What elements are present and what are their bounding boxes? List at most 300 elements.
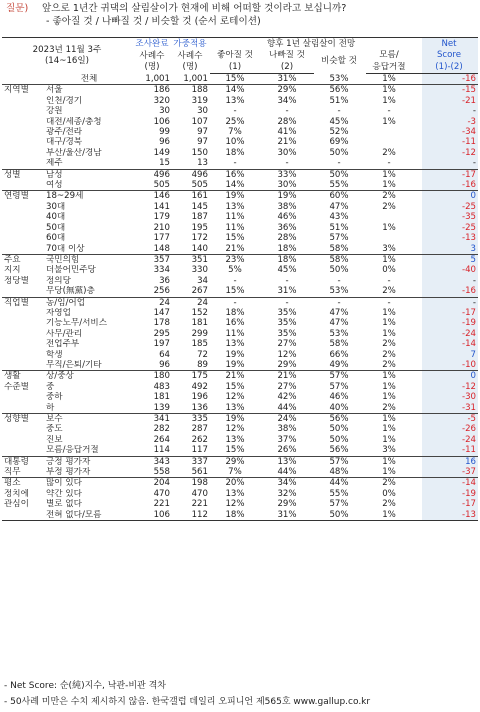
pct-dk: 2% [382,478,396,489]
pct-dk: 2% [382,349,396,360]
pct-worse: 38% [277,201,297,212]
table-row [2,424,478,434]
pct-better: - [233,297,237,308]
cases-weighted: 161 [191,191,208,202]
cases-surveyed: 114 [134,445,172,456]
cases-weighted: 112 [172,510,210,521]
pct-better: 21% [225,371,245,382]
table-row [2,456,478,467]
cases-surveyed: 146 [153,191,170,202]
cases-weighted: 561 [172,467,210,478]
cases-weighted: 287 [191,424,208,435]
cases-weighted: 72 [197,349,208,360]
cases-surveyed: 320 [153,95,170,106]
cases-weighted: 267 [172,286,210,297]
pct-dk: 2% [382,201,396,212]
cases-surveyed: 1,001 [134,74,172,85]
net-score: -5 [422,414,478,425]
cases-surveyed: 177 [153,233,170,244]
pct-same: 50% [329,265,349,276]
pct-same: - [337,106,341,117]
pct-same: 43% [329,212,349,223]
net-score: -17 [422,308,478,318]
pct-worse: 35% [277,307,297,318]
table-body [2,74,478,521]
table-row [2,499,478,509]
net-score: -17 [422,499,478,509]
net-score: 0 [422,371,478,382]
table-row [2,297,478,308]
pct-same: 56% [329,85,349,96]
pct-dk: 1% [382,222,396,233]
row-label: 제주 [46,158,134,169]
table-row [2,467,478,478]
cases-surveyed: 483 [153,381,170,392]
pct-dk: 1% [382,95,396,106]
pct-better: 23% [225,254,245,265]
pct-same: 45% [329,116,349,127]
group-label [2,360,46,371]
question-block [6,2,347,27]
cases-surveyed: 295 [153,328,170,339]
group-label [2,137,46,147]
cases-weighted: 1,001 [172,74,210,85]
cases-weighted: 152 [191,307,208,318]
cases-surveyed: 221 [153,499,170,510]
group-label [2,445,46,456]
table-row [2,360,478,371]
cases-weighted: 351 [191,254,208,265]
pct-same: 55% [314,180,366,191]
cases-weighted: 221 [191,499,208,510]
cases-surveyed: 149 [153,147,170,158]
pct-worse: - [262,158,314,169]
cases-surveyed: 30 [159,106,170,117]
row-label: 중하 [46,392,63,403]
row-label: 무직/은퇴/기타 [46,360,134,371]
row-label: 여성 [46,180,134,191]
group-label [2,117,46,127]
cases-weighted: 107 [191,116,208,127]
cases-surveyed: 186 [153,85,170,96]
net-score: - [422,276,478,286]
net-score: -19 [422,489,478,499]
net-score: -10 [422,360,478,371]
pct-better: 14% [225,85,245,96]
cases-surveyed: 36 [159,275,170,286]
pct-worse: 38% [277,424,297,435]
cases-weighted: 13 [172,158,210,169]
pct-same: 57% [329,499,349,510]
cases-weighted: 140 [172,244,210,255]
pct-worse: 12% [277,349,297,360]
pct-worse: 28% [277,233,297,244]
results-table [2,37,478,521]
pct-same: 60% [329,191,349,202]
net-score: -11 [422,137,478,147]
pct-dk [366,212,414,222]
cases-weighted: 30 [197,106,208,117]
header-cases-b: 사례수 (명) [177,51,203,72]
cases-weighted: 185 [191,339,208,350]
pct-worse: 24% [277,414,297,424]
table-row [2,382,478,392]
row-label: 전업주부 [46,339,80,350]
net-score: -30 [422,392,478,402]
group-label: 지지 [4,265,21,276]
pct-worse: - [285,275,289,286]
net-score: -14 [422,339,478,349]
pct-worse: 29% [277,499,297,510]
row-label: 중도 [46,424,63,435]
pct-better: 20% [225,478,245,489]
header-survey-done: 조사완료 [134,38,172,50]
group-label: 관심이 [4,499,29,510]
table-row [2,254,478,265]
pct-better: 13% [225,488,245,499]
pct-worse: 31% [262,286,314,297]
cases-weighted: 97 [197,137,208,148]
table-row [2,137,478,147]
pct-same: 52% [329,127,349,138]
row-label: 부산/울산/경남 [46,147,102,158]
pct-better: - [210,158,262,169]
cases-weighted: 145 [191,201,208,212]
pct-worse: 37% [277,434,297,445]
row-label: 긍정 평가자 [46,456,91,467]
pct-better: 15% [210,445,262,456]
pct-dk: 3% [366,445,414,456]
table-row [2,233,478,243]
cases-weighted: 319 [191,95,208,106]
pct-worse: 13% [277,456,297,467]
cases-weighted: 330 [191,265,208,276]
pct-better: 13% [225,434,245,445]
pct-better: 18% [210,510,262,521]
row-label: 하 [46,403,134,414]
pct-better: 10% [225,137,245,148]
row-label: 진보 [46,434,63,445]
table-row [2,191,478,202]
pct-dk: 0% [382,488,396,499]
row-label: 인천/경기 [46,95,83,106]
row-label: 30대 [46,201,66,212]
table-row [2,350,478,360]
cases-weighted: 97 [197,127,208,138]
cases-weighted: 187 [191,212,208,223]
table-row [2,286,478,297]
cases-surveyed: 99 [159,127,170,138]
table-row [2,202,478,212]
row-label: 대전/세종/충청 [46,116,102,127]
group-label: 지역별 [4,85,29,96]
row-label: 상/중상 [46,371,74,382]
pct-better: 7% [228,127,242,138]
net-score: - [422,106,478,116]
net-score: -24 [422,329,478,339]
group-label: 생활 [4,371,21,382]
header-cases-a: 사례수 (명) [139,51,165,72]
cases-weighted: 496 [191,169,208,180]
group-label: 직업별 [4,297,29,308]
net-score: -31 [422,403,478,414]
row-label: 남성 [46,169,63,180]
pct-dk: 1% [382,434,396,445]
pct-same: 53% [314,74,366,85]
row-label: 정의당 [46,275,71,286]
row-label: 서울 [46,85,63,96]
pct-better: 12% [225,392,245,403]
net-score: -16 [422,180,478,191]
pct-worse: 21% [277,137,297,148]
pct-better: 16% [225,169,245,180]
footnote-source: - 50사례 미만은 수치 제시하지 않음. 한국갤럽 데일리 오피니언 제565호 www.gallup.co.kr [4,697,371,707]
pct-better: 12% [225,499,245,510]
pct-worse: 31% [262,74,314,85]
group-label: 연령별 [4,191,29,202]
pct-better: 19% [210,360,262,371]
net-score: -25 [422,202,478,212]
pct-worse: 21% [277,371,297,382]
header-worse-n: (2) [262,62,314,74]
table-row [2,85,478,96]
row-label: 전체 [46,74,134,85]
group-label [2,510,46,521]
pct-dk: 1% [382,328,396,339]
cases-weighted: 172 [191,233,208,244]
table-row [2,117,478,127]
row-label: 보수 [46,414,63,424]
header-weighted: 가중적용 [172,38,210,50]
pct-worse: 35% [277,328,297,339]
pct-dk: 1% [382,424,396,435]
cases-surveyed: 64 [159,349,170,360]
cases-surveyed: 334 [153,265,170,276]
header-score: Score [422,50,478,62]
pct-worse: 27% [277,381,297,392]
table-row [2,339,478,349]
cases-surveyed: 505 [134,180,172,191]
pct-dk [366,127,414,137]
cases-surveyed: 181 [153,392,170,403]
pct-dk: 0% [382,265,396,276]
pct-same: 50% [329,169,349,180]
pct-same: 56% [314,445,366,456]
group-label [2,233,46,243]
group-label: 직무 [2,467,46,478]
table-row [2,180,478,191]
pct-better: 15% [225,233,245,244]
pct-dk [366,137,414,147]
pct-dk: 2% [366,286,414,297]
table-row [2,371,478,382]
pct-better: 7% [210,467,262,478]
table-row [2,329,478,339]
pct-better: 13% [225,95,245,106]
pct-worse: 26% [262,445,314,456]
pct-dk: 1% [382,392,396,403]
row-label: 무당(無黨)층 [46,286,134,297]
net-score: 16 [422,456,478,467]
footnote-netscore: - Net Score: 순(純)지수, 낙관-비관 격차 [4,681,166,691]
row-label: 자영업 [46,307,71,318]
pct-better: 18% [225,307,245,318]
header-outlook: 향후 1년 살림살이 전망 [210,38,414,50]
cases-surveyed: 210 [153,222,170,233]
cases-surveyed: 106 [153,116,170,127]
row-label: 중 [46,381,55,392]
net-score: -13 [422,233,478,243]
row-label: 더불어민주당 [46,265,96,276]
pct-same: 58% [314,244,366,255]
group-label [2,202,46,212]
cases-weighted: 470 [191,488,208,499]
survey-days: (14~16일) [44,55,90,66]
net-score: 5 [422,254,478,265]
pct-worse: 27% [277,339,297,350]
cases-surveyed: 343 [153,456,170,467]
header-better-n: (1) [210,62,262,74]
pct-dk: 3% [366,244,414,255]
group-label [2,329,46,339]
question-label: 질문) [6,3,29,14]
pct-better: 19% [225,349,245,360]
cases-surveyed: 264 [153,434,170,445]
pct-worse: 18% [262,244,314,255]
net-score: -16 [422,286,478,297]
pct-worse: - [285,297,289,308]
group-label [2,127,46,137]
table-row [2,74,478,85]
pct-dk: 1% [382,307,396,318]
pct-same: 50% [329,147,349,158]
pct-dk: - [387,297,391,308]
net-score: -11 [422,445,478,456]
cases-weighted: 117 [172,445,210,456]
cases-weighted: 188 [191,85,208,96]
cases-surveyed: 106 [134,510,172,521]
pct-dk: 1% [366,180,414,191]
table-row [2,414,478,425]
pct-dk [366,233,414,243]
pct-better: 13% [210,403,262,414]
row-label: 광주/전라 [46,127,83,138]
pct-worse: 35% [277,318,297,329]
pct-better: 15% [225,381,245,392]
pct-dk: 1% [382,414,396,424]
pct-dk: - [366,158,414,169]
question-text: 앞으로 1년간 귀댁의 살림살이가 현재에 비해 어떠할 것이라고 보십니까? [42,3,347,14]
cases-surveyed: 197 [153,339,170,350]
table-row [2,169,478,180]
row-label: 약간 있다 [46,488,82,499]
table-row [2,244,478,255]
question-options: - 좋아질 것 / 나빠질 것 / 비슷할 것 (순서 로테이션) [46,16,261,27]
table-row [2,435,478,445]
survey-date: 2023년 11월 3주 [32,45,102,56]
pct-better: 11% [225,222,245,233]
pct-same: 58% [329,254,349,265]
net-score: -26 [422,424,478,434]
pct-worse: 44% [262,403,314,414]
group-label [2,180,46,191]
group-label [2,339,46,349]
pct-better: 11% [225,212,245,223]
cases-weighted: 262 [191,434,208,445]
net-score: 0 [422,191,478,202]
pct-same: 66% [329,349,349,360]
pct-same: 53% [314,286,366,297]
cases-weighted: 335 [191,414,208,424]
pct-better: 5% [228,265,242,276]
pct-worse: 34% [277,95,297,106]
table-row [2,223,478,233]
table-row [2,318,478,328]
table-row [2,265,478,275]
pct-dk: - [387,275,391,286]
pct-same: 51% [329,222,349,233]
row-label: 50대 [46,222,66,233]
pct-better: 11% [225,328,245,339]
row-label: 대구/경북 [46,137,83,148]
cases-surveyed: 256 [134,286,172,297]
group-label [2,223,46,233]
cases-surveyed: 15 [134,158,172,169]
table-row [2,212,478,222]
pct-same: 69% [329,137,349,148]
row-label: 농/임/어업 [46,297,85,308]
pct-dk: 1% [382,169,396,180]
pct-worse: 29% [262,360,314,371]
header-dk: 모름/ [379,50,399,61]
group-label [2,244,46,255]
net-score: -21 [422,96,478,106]
cases-weighted: 299 [191,328,208,339]
pct-better: 16% [225,318,245,329]
cases-weighted: 89 [172,360,210,371]
pct-worse: 34% [277,478,297,489]
pct-better: 21% [210,244,262,255]
table-row [2,106,478,116]
table-row [2,148,478,158]
pct-better: 12% [225,424,245,435]
pct-same: 56% [329,414,349,424]
group-label [2,424,46,434]
table-row [2,403,478,414]
cases-surveyed: 178 [153,318,170,329]
cases-weighted: 181 [191,318,208,329]
pct-same: 50% [314,510,366,521]
pct-same: 50% [329,434,349,445]
pct-dk: 1% [382,85,396,96]
row-label: 60대 [46,233,66,244]
pct-same: 47% [329,318,349,329]
pct-worse: 30% [262,180,314,191]
group-label: 수준별 [4,381,29,392]
pct-same: 48% [314,467,366,478]
header-score-n: (1)-(2) [422,62,478,74]
row-label: 전혀 없다/모름 [46,510,134,521]
group-label [2,158,46,169]
pct-worse: 46% [277,212,297,223]
net-score: -12 [422,148,478,158]
pct-better: 18% [225,147,245,158]
pct-worse: 45% [277,265,297,276]
group-label: 정당별 [4,275,29,286]
pct-same: 47% [329,307,349,318]
net-score: -15 [422,85,478,96]
cases-surveyed: 470 [153,488,170,499]
